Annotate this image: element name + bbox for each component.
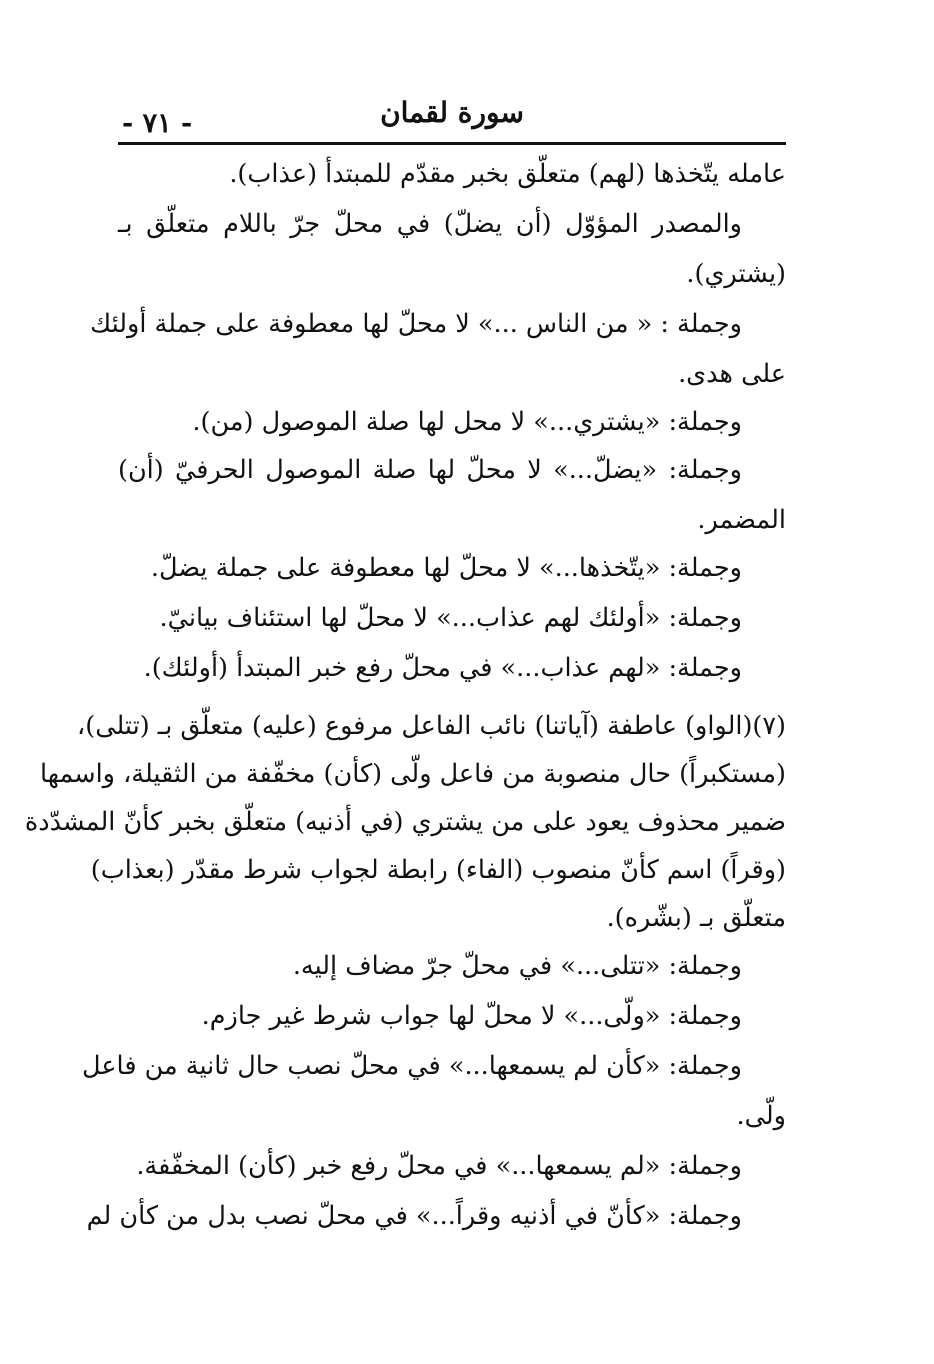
- page-header: [118, 88, 786, 145]
- text-line: المضمر.: [697, 505, 786, 535]
- text-line: ضمير محذوف يعود على من يشتري (في أذنيه) متعلّق بخبر كأنّ المشدّدة: [24, 807, 786, 837]
- text-line: وجملة: «ولّى...» لا محلّ لها جواب شرط غير جازم.: [201, 1001, 742, 1031]
- text-line: عامله يتّخذها (لهم) متعلّق بخبر مقدّم للمبتدأ (عذاب).: [229, 159, 786, 189]
- surah-title: سورة لقمان: [380, 96, 524, 129]
- text-line: وجملة: «يشتري...» لا محل لها صلة الموصول (من).: [192, 407, 742, 437]
- text-line: ولّى.: [736, 1101, 786, 1131]
- text-line: متعلّق بـ (بشّره).: [606, 903, 786, 933]
- text-line: على هدى.: [678, 359, 786, 389]
- text-line: وجملة : « من الناس ...» لا محلّ لها معطوفة على جملة أولئك: [90, 309, 742, 339]
- text-line: وجملة: «يتّخذها...» لا محلّ لها معطوفة على جملة يضلّ.: [150, 553, 742, 583]
- text-line: وجملة: «يضلّ...» لا محلّ لها صلة الموصول الحرفيّ (أن): [118, 455, 742, 485]
- text-line: (وقراً) اسم كأنّ منصوب (الفاء) رابطة لجواب شرط مقدّر (بعذاب): [90, 855, 786, 885]
- text-line: والمصدر المؤوّل (أن يضلّ) في محلّ جرّ باللام متعلّق بـ: [118, 209, 742, 239]
- text-line: وجملة: «لهم عذاب...» في محلّ رفع خبر المبتدأ (أولئك).: [143, 653, 742, 683]
- text-line: وجملة: «أولئك لهم عذاب...» لا محلّ لها استئناف بيانيّ.: [159, 603, 742, 633]
- page-number: - ٧١ -: [122, 108, 193, 139]
- text-line: (مستكبراً) حال منصوبة من فاعل ولّى (كأن) مخفّفة من الثقيلة، واسمها: [39, 759, 786, 789]
- text-line: وجملة: «كأنّ في أذنيه وقراً...» في محلّ نصب بدل من كأن لم: [86, 1201, 742, 1231]
- text-line: وجملة: «لم يسمعها...» في محلّ رفع خبر (كأن) المخفّفة.: [136, 1151, 742, 1181]
- text-line: (٧)(الواو) عاطفة (آياتنا) نائب الفاعل مرفوع (عليه) متعلّق بـ (تتلى)،: [77, 711, 786, 741]
- text-line: وجملة: «تتلى...» في محلّ جرّ مضاف إليه.: [292, 951, 742, 981]
- text-line: (يشتري).: [686, 259, 786, 289]
- text-line: وجملة: «كأن لم يسمعها...» في محلّ نصب حال ثانية من فاعل: [82, 1051, 742, 1081]
